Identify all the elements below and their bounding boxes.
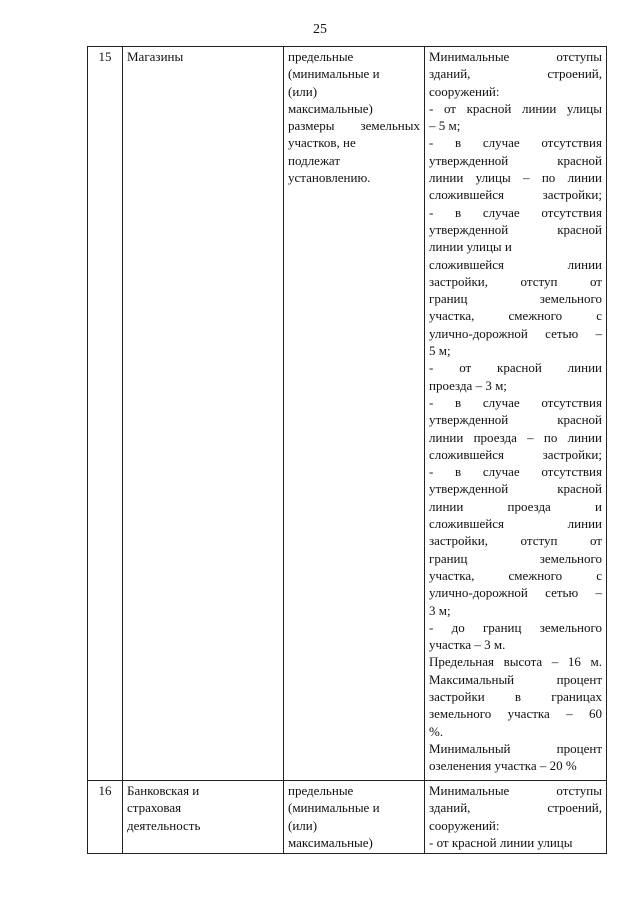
land-use-name-text: Магазины bbox=[127, 49, 184, 64]
text-line: Максимальный процент bbox=[429, 671, 602, 687]
text-line: деятельность bbox=[127, 817, 201, 833]
text-line: участка, смежного с bbox=[429, 567, 602, 583]
text-line: зданий, строений, bbox=[429, 66, 602, 82]
text-line: подлежат bbox=[288, 152, 341, 168]
text-line: улично-дорожной сетью – bbox=[429, 325, 602, 341]
text-line: линии улицы – по линии bbox=[429, 170, 602, 186]
plot-size-cell bbox=[284, 47, 425, 781]
text-line: - от красной линии bbox=[429, 360, 602, 376]
text-line: линии проезда и bbox=[429, 498, 602, 514]
text-line: сооружений: bbox=[429, 817, 500, 833]
plot-size-cell bbox=[284, 781, 425, 854]
table-row bbox=[88, 781, 607, 854]
text-line: проезда – 3 м; bbox=[429, 377, 507, 393]
text-line: - в случае отсутствия bbox=[429, 394, 602, 410]
text-line: участков, не bbox=[288, 135, 356, 151]
page-number: 25 bbox=[313, 22, 327, 37]
text-line: застройки в границах bbox=[429, 688, 602, 704]
plot-size-text bbox=[288, 48, 420, 186]
text-line: страховая bbox=[127, 800, 182, 816]
text-line: линии улицы и bbox=[429, 239, 512, 255]
land-use-name-text bbox=[127, 782, 279, 834]
text-line: утвержденной красной bbox=[429, 412, 602, 428]
text-line: сложившейся застройки; bbox=[429, 446, 602, 462]
text-line: - в случае отсутствия bbox=[429, 464, 602, 480]
text-line: сложившейся застройки; bbox=[429, 187, 602, 203]
table-row bbox=[88, 47, 607, 781]
text-line: предельные bbox=[288, 49, 354, 64]
text-line: сооружений: bbox=[429, 83, 500, 99]
zoning-table bbox=[87, 46, 607, 854]
plot-size-text bbox=[288, 782, 420, 851]
text-line: утвержденной красной bbox=[429, 481, 602, 497]
text-line: размеры земельных bbox=[288, 118, 420, 134]
text-line: сложившейся линии bbox=[429, 256, 602, 272]
text-line: (минимальные и bbox=[288, 800, 380, 816]
text-line: утвержденной красной bbox=[429, 152, 602, 168]
row-number: 15 bbox=[88, 47, 123, 781]
text-line: улично-дорожной сетью – bbox=[429, 585, 602, 601]
land-use-name bbox=[123, 781, 284, 854]
text-line: Минимальные отступы bbox=[429, 49, 602, 64]
text-line: максимальные) bbox=[288, 100, 373, 116]
text-line: - от красной линии улицы bbox=[429, 834, 573, 850]
text-line: максимальные) bbox=[288, 834, 373, 850]
requirements-text bbox=[429, 782, 602, 851]
text-line: застройки, отступ от bbox=[429, 273, 602, 289]
text-line: (минимальные и bbox=[288, 66, 380, 82]
text-line: - от красной линии улицы bbox=[429, 100, 602, 116]
text-line: границ земельного bbox=[429, 291, 602, 307]
text-line: %. bbox=[429, 723, 444, 739]
text-line: границ земельного bbox=[429, 550, 602, 566]
text-line: (или) bbox=[288, 83, 318, 99]
text-line: установлению. bbox=[288, 170, 371, 186]
text-line: Минимальный процент bbox=[429, 740, 602, 756]
text-line: - до границ земельного bbox=[429, 619, 602, 635]
text-line: Минимальные отступы bbox=[429, 783, 602, 798]
requirements-cell bbox=[425, 47, 607, 781]
text-line: участка, смежного с bbox=[429, 308, 602, 324]
text-line: (или) bbox=[288, 817, 318, 833]
text-line: участка – 3 м. bbox=[429, 637, 506, 653]
text-line: Банковская и bbox=[127, 783, 200, 798]
text-line: 5 м; bbox=[429, 343, 451, 359]
text-line: озеленения участка – 20 % bbox=[429, 758, 577, 774]
text-line: застройки, отступ от bbox=[429, 533, 602, 549]
text-line: утвержденной красной bbox=[429, 221, 602, 237]
text-line: линии проезда – по линии bbox=[429, 429, 602, 445]
text-line: предельные bbox=[288, 783, 354, 798]
text-line: земельного участка – 60 bbox=[429, 706, 602, 722]
text-line: 3 м; bbox=[429, 602, 451, 618]
text-line: – 5 м; bbox=[429, 118, 461, 134]
text-line: - в случае отсутствия bbox=[429, 135, 602, 151]
text-line: сложившейся линии bbox=[429, 516, 602, 532]
row-number: 16 bbox=[88, 781, 123, 854]
text-line: Предельная высота – 16 м. bbox=[429, 654, 602, 670]
text-line: - в случае отсутствия bbox=[429, 204, 602, 220]
land-use-name bbox=[123, 47, 284, 781]
text-line: зданий, строений, bbox=[429, 800, 602, 816]
requirements-cell bbox=[425, 781, 607, 854]
requirements-text bbox=[429, 48, 602, 774]
